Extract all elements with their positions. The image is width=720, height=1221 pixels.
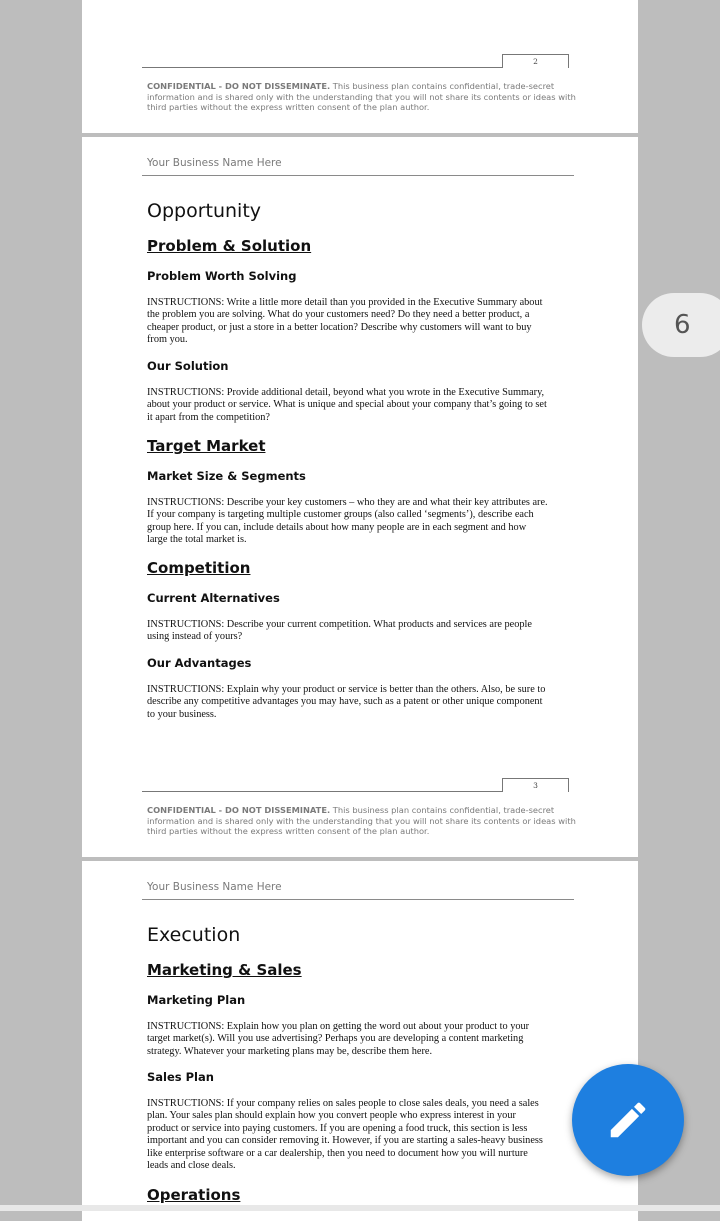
footer-rule: [142, 791, 502, 792]
text-line: important and you can consider removing it. However, if you are starting a sales-heavy business: [147, 1135, 543, 1147]
footer-rule: [142, 67, 502, 68]
current-page-number: 6: [674, 310, 691, 340]
text-line: describe any competitive advantages you may have, such as a patent or other unique component: [147, 696, 543, 708]
confidential-footer: [147, 81, 577, 113]
text-line: leads and close deals.: [147, 1160, 236, 1172]
edit-pencil-icon: [605, 1097, 651, 1143]
section-title: Opportunity: [147, 200, 262, 222]
footer-line3: third parties without the express written consent of the plan author.: [147, 102, 430, 112]
marketing-text: [147, 1021, 575, 1058]
text-line: INSTRUCTIONS: Explain why your product or service is better than the others. Also, be sure to: [147, 684, 546, 695]
confidential-footer: [147, 805, 577, 837]
text-line: product or service into paying customers. If you are opening a food truck, this section is less: [147, 1122, 528, 1134]
footer-line1: This business plan contains confidential, trade-secret: [330, 805, 555, 815]
heading-market-size: Market Size & Segments: [147, 469, 306, 483]
heading-problem-worth-solving: Problem Worth Solving: [147, 269, 297, 283]
page-header: Your Business Name Here: [147, 157, 282, 169]
heading-our-advantages: Our Advantages: [147, 656, 252, 670]
footer-line3: third parties without the express written consent of the plan author.: [147, 826, 430, 836]
text-line: cheaper product, or just a store in a better location? Describe why customers will want to buy: [147, 321, 532, 333]
text-line: INSTRUCTIONS: Describe your key customers – who they are and what their key attributes are.: [147, 497, 548, 508]
page-number-box: 2: [502, 54, 569, 68]
text-line: like enterprise software or a car dealership, then you need to document how you will nurture: [147, 1147, 528, 1159]
page-indicator[interactable]: [642, 293, 720, 357]
heading-current-alternatives: Current Alternatives: [147, 591, 280, 605]
footer-line2: information and is shared only with the understanding that you will not share its contents or ideas with: [147, 91, 576, 102]
header-rule: [142, 899, 574, 900]
text-line: INSTRUCTIONS: Provide additional detail, beyond what you wrote in the Executive Summary,: [147, 387, 545, 398]
alternatives-text: [147, 619, 575, 644]
heading-competition: Competition: [147, 559, 251, 577]
heading-marketing-sales: Marketing & Sales: [147, 961, 302, 979]
text-line: group here. If you can, include details about how many people are in each segment and how: [147, 521, 527, 533]
section-title: Execution: [147, 924, 241, 946]
advantages-text: [147, 684, 575, 721]
heading-our-solution: Our Solution: [147, 359, 229, 373]
text-line: large the total market is.: [147, 534, 247, 546]
document-page-2: [82, 0, 638, 133]
text-line: from you.: [147, 334, 188, 346]
footer-line1: This business plan contains confidential, trade-secret: [330, 81, 555, 91]
heading-sales-plan: Sales Plan: [147, 1070, 214, 1084]
text-line: about your product or service. What is unique and special about your company that’s going to set: [147, 399, 547, 411]
document-page-3: [82, 137, 638, 857]
text-line: If your company is targeting multiple customer groups (also called ‘segments’), describe each: [147, 509, 534, 521]
edit-button[interactable]: [572, 1064, 684, 1176]
text-line: using instead of yours?: [147, 631, 243, 643]
heading-problem-solution: Problem & Solution: [147, 237, 312, 255]
market-text: [147, 497, 575, 547]
page-number-box: 3: [502, 778, 569, 792]
solution-text: [147, 387, 575, 424]
footer-bold: CONFIDENTIAL - DO NOT DISSEMINATE.: [147, 81, 331, 91]
problem-text: [147, 297, 575, 347]
text-line: the problem you are solving. What do your customers need? Do they need a better product, a: [147, 309, 530, 321]
heading-target-market: Target Market: [147, 437, 266, 455]
text-line: INSTRUCTIONS: Describe your current competition. What products and services are people: [147, 619, 532, 630]
sales-text: [147, 1098, 575, 1172]
text-line: it apart from the competition?: [147, 411, 270, 423]
heading-operations: Operations: [147, 1186, 241, 1204]
text-line: target market(s). Will you use advertising? Perhaps you are developing a content marketing: [147, 1033, 524, 1045]
text-line: INSTRUCTIONS: Explain how you plan on getting the word out about your product to your: [147, 1021, 530, 1032]
text-line: INSTRUCTIONS: If your company relies on sales people to close sales deals, you need a sales: [147, 1098, 539, 1109]
page-header: Your Business Name Here: [147, 881, 282, 893]
heading-marketing-plan: Marketing Plan: [147, 993, 246, 1007]
text-line: to your business.: [147, 708, 217, 720]
text-line: plan. Your sales plan should explain how you convert people who express interest in your: [147, 1110, 516, 1122]
text-line: strategy. Whatever your marketing plans may be, describe them here.: [147, 1045, 433, 1057]
text-line: INSTRUCTIONS: Write a little more detail than you provided in the Executive Summary about: [147, 297, 543, 308]
bottom-edge: [0, 1205, 720, 1211]
footer-line2: information and is shared only with the understanding that you will not share its contents or ideas with: [147, 815, 576, 826]
header-rule: [142, 175, 574, 176]
document-page-4: [82, 861, 638, 1221]
footer-bold: CONFIDENTIAL - DO NOT DISSEMINATE.: [147, 805, 331, 815]
